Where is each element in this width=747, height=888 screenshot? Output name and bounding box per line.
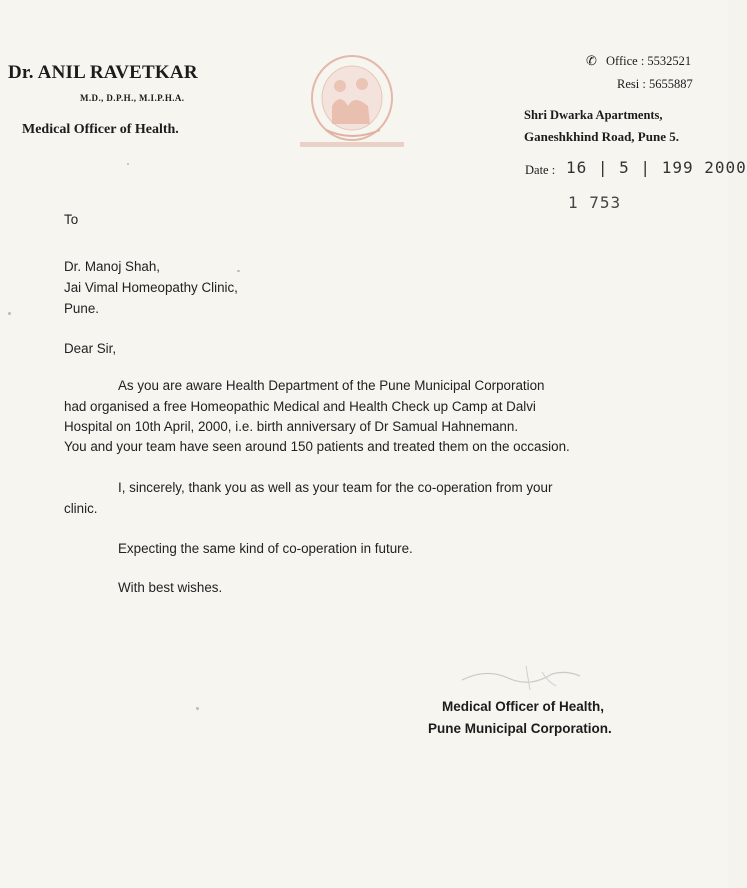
scan-speck (196, 707, 199, 710)
paragraph-2-line: I, sincerely, thank you as well as your team for the co-operation from your (118, 480, 553, 495)
scan-speck (237, 270, 240, 272)
paragraph-3: Expecting the same kind of co-operation in future. (118, 541, 413, 556)
addressee-line: Pune. (64, 301, 99, 316)
addressee-line: Jai Vimal Homeopathy Clinic, (64, 280, 238, 295)
handwritten-ref-number: 1 753 (568, 193, 622, 212)
address-line-2: Ganeshkhind Road, Pune 5. (524, 129, 679, 144)
date-label: Date : (525, 163, 556, 177)
handwritten-date: 16 | 5 | 199 2000 (566, 158, 747, 177)
paragraph-1-line: Hospital on 10th April, 2000, i.e. birth anniversary of Dr Samual Hahnemann. (64, 419, 519, 434)
emblem-logo (296, 46, 408, 152)
addressee-line: Dr. Manoj Shah, (64, 259, 161, 274)
doctor-name: Dr. ANIL RAVETKAR (8, 62, 198, 83)
resi-phone: Resi : 5655887 (617, 77, 693, 91)
salutation: Dear Sir, (64, 341, 117, 356)
scan-speck (127, 163, 129, 165)
paragraph-2-line: clinic. (64, 501, 98, 516)
signatory-title: Medical Officer of Health, (442, 699, 605, 714)
qualifications: M.D., D.P.H., M.I.P.H.A. (80, 93, 185, 103)
phone-icon: ✆ (586, 53, 597, 68)
designation: Medical Officer of Health. (22, 122, 179, 137)
office-phone: Office : 5532521 (606, 54, 692, 68)
to-label: To (64, 212, 79, 227)
signatory-organization: Pune Municipal Corporation. (428, 721, 612, 736)
paragraph-1-line: You and your team have seen around 150 patients and treated them on the occasion. (64, 439, 570, 454)
scan-speck (8, 312, 11, 315)
paragraph-1-line: As you are aware Health Department of the Pune Municipal Corporation (118, 378, 545, 393)
signature-scribble (456, 660, 586, 694)
closing: With best wishes. (118, 580, 223, 595)
address-line-1: Shri Dwarka Apartments, (524, 108, 663, 122)
paragraph-1-line: had organised a free Homeopathic Medical and Health Check up Camp at Dalvi (64, 399, 536, 414)
